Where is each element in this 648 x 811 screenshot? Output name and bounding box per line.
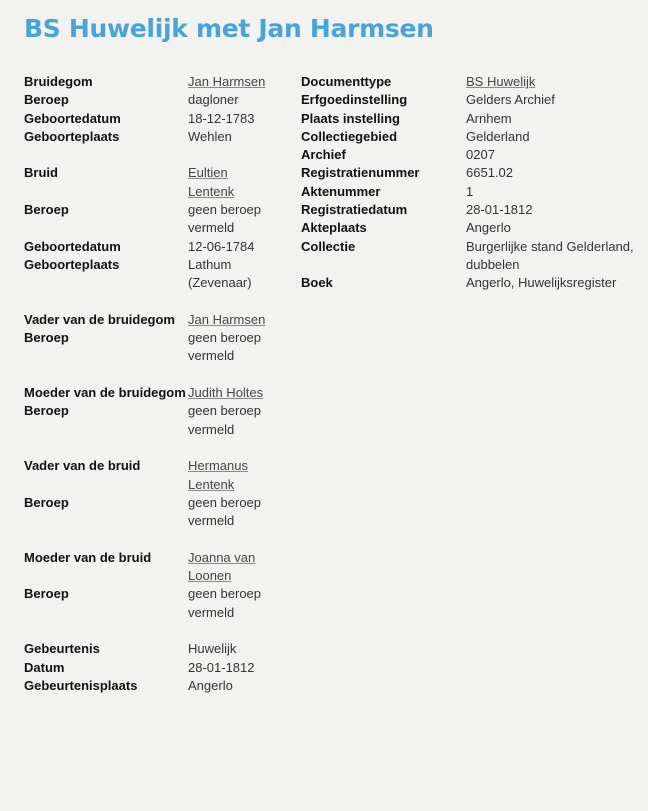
label-bride-father: Vader van de bruid <box>24 458 141 474</box>
row-bridegroom-father <box>24 311 284 329</box>
value-birthplace: Wehlen <box>188 128 232 144</box>
label-bridegroom: Bruidegom <box>24 74 93 89</box>
label-bride: Bruid <box>24 165 58 181</box>
value-deed-place: Angerlo <box>466 220 511 236</box>
label-registration-number: Registratienummer <box>301 165 420 181</box>
label-registration-date: Registratiedatum <box>301 202 408 218</box>
label-birthdate: Geboortedatum <box>24 110 121 126</box>
group-bridegroom <box>24 73 284 146</box>
label-birthplace: Geboorteplaats <box>24 256 120 272</box>
label-bride-mother: Moeder van de bruid <box>24 549 152 565</box>
label-deed-place: Akteplaats <box>301 220 367 236</box>
value-occupation: geen beroep vermeld <box>188 403 262 437</box>
row-deed-place <box>301 219 641 237</box>
row-archive <box>301 146 641 164</box>
label-book: Boek <box>301 275 333 291</box>
label-archive: Archief <box>301 147 346 163</box>
row-bridegroom-mother <box>24 384 284 402</box>
label-institution-place: Plaats instelling <box>301 110 400 126</box>
row-institution-place <box>301 110 641 128</box>
row-bridegroom-birthplace <box>24 128 284 146</box>
bride-mother-link[interactable]: Joanna van Loonen <box>188 549 256 584</box>
row-bridegroom-birthdate <box>24 110 284 128</box>
row-bride-father <box>24 457 284 494</box>
row-bridegroom-mother-occupation <box>24 402 284 439</box>
row-heritage-institution <box>301 91 641 109</box>
value-deed-number: 1 <box>466 183 474 199</box>
label-event-date: Datum <box>24 659 65 675</box>
value-event: Huwelijk <box>188 641 237 657</box>
row-bride-birthdate <box>24 238 284 256</box>
value-birthdate: 12-06-1784 <box>188 238 255 254</box>
group-bridegroom-mother <box>24 384 284 439</box>
row-event-place <box>24 677 284 695</box>
bridegroom-father-link[interactable]: Jan Harmsen <box>188 311 266 327</box>
row-collection <box>301 238 641 275</box>
bride-link[interactable]: Eultien Lentenk <box>188 165 235 199</box>
group-bride-father <box>24 457 284 530</box>
row-collection-area <box>301 128 641 146</box>
value-occupation: geen beroep vermeld <box>188 330 262 364</box>
value-archive: 0207 <box>466 147 495 163</box>
value-occupation: geen beroep vermeld <box>188 202 262 236</box>
value-occupation: dagloner <box>188 92 239 108</box>
label-occupation: Beroep <box>24 92 69 108</box>
label-event-place: Gebeurtenisplaats <box>24 677 138 693</box>
value-event-place: Angerlo <box>188 677 233 693</box>
label-bridegroom-father: Vader van de bruidegom <box>24 311 175 327</box>
value-occupation: geen beroep vermeld <box>188 586 262 620</box>
bridegroom-mother-link[interactable]: Judith Holtes <box>188 385 264 401</box>
bridegroom-link[interactable]: Jan Harmsen <box>188 74 266 89</box>
label-occupation: Beroep <box>24 403 69 419</box>
group-event <box>24 640 284 695</box>
value-occupation: geen beroep vermeld <box>188 494 262 529</box>
row-bridegroom <box>24 73 284 91</box>
label-document-type: Documenttype <box>301 74 392 89</box>
row-event-date <box>24 659 284 677</box>
row-document-type <box>301 73 641 91</box>
label-birthdate: Geboortedatum <box>24 238 121 254</box>
value-birthplace: Lathum (Zevenaar) <box>188 256 252 291</box>
value-collection: Burgerlijke stand Gelderland, dubbelen <box>466 238 634 272</box>
document-type-link[interactable]: BS Huwelijk <box>466 74 536 89</box>
row-event <box>24 640 284 658</box>
label-occupation: Beroep <box>24 586 69 602</box>
value-book: Angerlo, Huwelijksregister <box>466 275 617 291</box>
value-event-date: 28-01-1812 <box>188 659 255 675</box>
group-bride <box>24 164 284 292</box>
row-bridegroom-occupation <box>24 91 284 109</box>
label-deed-number: Aktenummer <box>301 183 381 199</box>
label-heritage-institution: Erfgoedinstelling <box>301 92 408 108</box>
document-details <box>301 73 641 293</box>
label-occupation: Beroep <box>24 494 69 510</box>
label-occupation: Beroep <box>24 202 69 218</box>
value-collection-area: Gelderland <box>466 128 530 144</box>
row-bride-mother-occupation <box>24 585 284 622</box>
page-title: BS Huwelijk met Jan Harmsen <box>24 14 434 43</box>
bride-father-link[interactable]: Hermanus Lentenk <box>188 458 248 492</box>
row-bride-occupation <box>24 201 284 238</box>
value-registration-date: 28-01-1812 <box>466 202 533 218</box>
label-birthplace: Geboorteplaats <box>24 128 120 144</box>
row-bride-mother <box>24 549 284 586</box>
value-institution-place: Arnhem <box>466 110 512 126</box>
row-registration-date <box>301 201 641 219</box>
label-bridegroom-mother: Moeder van de bruidegom <box>24 385 186 401</box>
row-bride-father-occupation <box>24 494 284 531</box>
row-registration-number <box>301 164 641 182</box>
label-collection-area: Collectiegebied <box>301 128 398 144</box>
label-collection: Collectie <box>301 238 356 254</box>
person-details <box>24 73 284 695</box>
row-bride <box>24 164 284 201</box>
label-occupation: Beroep <box>24 330 69 346</box>
row-book <box>301 274 641 292</box>
value-heritage-institution: Gelders Archief <box>466 92 555 108</box>
group-bride-mother <box>24 549 284 622</box>
value-birthdate: 18-12-1783 <box>188 110 255 126</box>
row-deed-number <box>301 183 641 201</box>
group-bridegroom-father <box>24 311 284 366</box>
row-bridegroom-father-occupation <box>24 329 284 366</box>
value-registration-number: 6651.02 <box>466 165 513 181</box>
row-bride-birthplace <box>24 256 284 293</box>
label-event: Gebeurtenis <box>24 641 100 657</box>
